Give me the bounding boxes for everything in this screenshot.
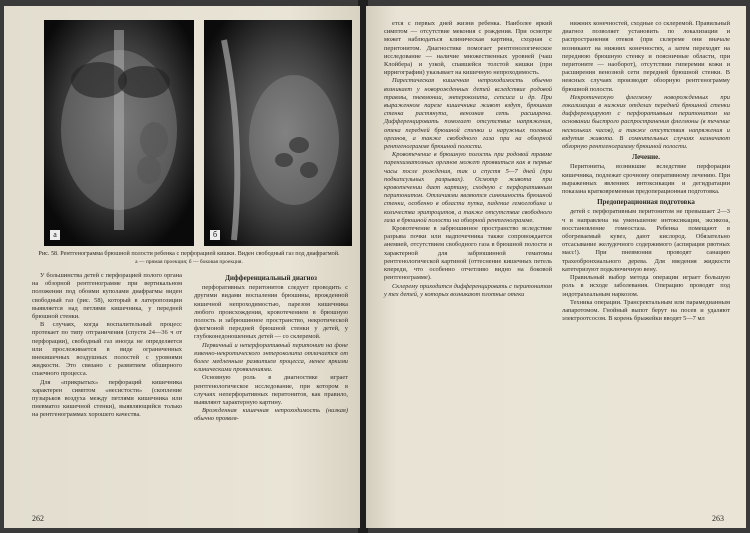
figure-caption-sub: а — прямая проекция; б — боковая проекция. (135, 259, 243, 265)
page-number-left: 262 (32, 514, 44, 523)
figure-label-b: б (210, 230, 220, 240)
paragraph: ется с первых дней жизни ребенка. Наиболее яркий симптом — отсутствие мекония с рождения. При осмотре может наблюдаться клиническая картина, сходная с перитонитом. Диагностике помогает рентгенологическое исследование — наличие множественных уровней (чаш Клойбера) и узкой, спавшейся толстой кишки (при ирригографии) указывает на кишечную непроходимость. (384, 20, 552, 77)
paragraph: Правильный выбор метода операции играет большую роль в исходе заболевания. Операцию проводят под эндотрахеальным наркозом. (562, 274, 730, 298)
paragraph: Кровотечение в брюшную полость при родовой травме паренхиматозных органов может проявиться как в первые часы после рождения, так и спустя 5—7 дней (при подкапсульных разрывах). Осмотр живота при кровотечении дает картину, сходную с перфоративным перитонитом. Отличиями являются синюшность брюшной стенки, особенно в области пупка, падение гемоглобина и количества эритроцитов, а также отсутствие свободного газа в брюшной полости на обзорной рентгенограмме. (384, 151, 552, 224)
paragraph: нижних конечностей, сходные со склеремой. Правильный диагноз позволяет установить по локализации и распространения отеков (при склереме они вначале возникают на нижних конечностях, а затем переходят на переднюю брюшную стенку и поясничные области, при перитоните — наоборот), отсутствии гиперемии кожи и расширения венозной сети передней брюшной стенки. В неясных случаях производят обзорную рентгенограмму брюшной полости. (562, 20, 730, 93)
paragraph: Врожденная кишечная непроходимость (низкая) обычно проявля- (194, 407, 348, 423)
figure-caption-text: Рис. 58. Рентгенограмма брюшной полости ребенка с перфорацией кишки. Виден свободный газ под диафрагмой. (38, 250, 340, 257)
page-number-right: 263 (712, 514, 724, 523)
paragraph: В случаях, когда воспалительный процесс протекает по типу отграничения (спустя 24—36 ч от перфорации), свободный газ иногда не определяется или прослеживается в виде ограниченных внекишечных воздушных полостей с уровнями жидкости. Это связано с развитием обширного спаечного процесса. (32, 321, 182, 378)
section-heading: Предоперационная подготовка (597, 198, 695, 207)
xray-image-b (204, 20, 352, 246)
left-column-2 (194, 272, 348, 424)
paragraph: детей с перфоративным перитонитом не превышает 2—3 ч и направлена на уменьшение интоксикации, эксикоза, восстановление гомеостаза. Ребенка помещают в обогреваемый кувез, дают кислород. Обязательно отсасывание желудочного содержимого (аспирация рвотных масс!). При пневмонии проводят санацию трахеобронхиального дерева. Для введения жидкости катетеризуют подключичную вену. (562, 208, 730, 273)
figure-label-a: a (50, 230, 60, 240)
section-heading: Дифференциальный диагноз (225, 274, 317, 282)
paragraph: Кровотечение в забрюшинное пространство вследствие разрыва почки или надпочечника также сопровождается анемией, отсутствием свободного газа в брюшной полости и характерной для забрюшинной гематомы рентгенологической картиной (оттеснение кишечных петель кпереди, что особенно отчетливо видно на боковой рентгенограмме). (384, 225, 552, 282)
xray-image-a (44, 20, 194, 246)
paragraph: Техника операции. Трансректальным или парамедианным лапаротомом. Гнойный выпот берут на посев и удаляют электроотсосом. В корень брыжейки вводят 5—7 мл (562, 298, 730, 323)
section-heading: Лечение. (631, 153, 661, 162)
paragraph: Парестическая кишечная непроходимость обычно возникает у новорожденных детей вследствие родовой травмы, пневмонии, энтероколита, сепсиса и др. При выраженном парезе кишечника живот вздут, брюшная стенка растянута, венозная сеть расширена. Дифференцировать помогает отсутствие напряжения, отека передней брюшной стенки и наружных половых органов, а также свободного газа при на обзорной рентгенограмме брюшной полости. (384, 77, 552, 151)
left-column-1 (32, 272, 182, 420)
paragraph: Основную роль в диагностике играет рентгенологическое исследование, при котором в случаях неперфоративных перитонитов, как правило, выявляют характерную картину. (194, 374, 348, 407)
right-column-1 (384, 20, 552, 299)
left-page (4, 6, 360, 528)
paragraph: перфоративных перитонитов следует проводить с другими видами воспаления брюшины, врожденной кишечной непроходимостью, парезом кишечника любого происхождения, кровотечением в брюшную полость и забрюшинное пространство, некротической флегмоной передней брюшной стенки у детей, у глубоконедоношенных детей — со склеремой. (194, 284, 348, 341)
right-column-2 (562, 20, 730, 323)
paragraph: У большинства детей с перфорацией полого органа на обзорной рентгенограмме при вертикальном положении под обоими куполами диафрагмы виден свободный газ (рис. 58), который в латеропозиции выявляется над петлями кишечника, у передней брюшной стенки. (32, 272, 182, 321)
paragraph: Склерему приходится дифференцировать с перитонитом у тех детей, у которых возникают плотные отеки (384, 282, 552, 298)
paragraph: Перитониты, возникшие вследствие перфорации кишечника, подлежат срочному оперативному лечению. При выраженных явлениях интоксикации и дегидратации показана кратковременная предоперационная подготовка. (562, 163, 730, 196)
paragraph: Первичный и неперфоративный перитонит на фоне язвенно-некротического энтероколита отличается от более медленным развитием процесса, менее яркими клиническими проявлениями. (194, 341, 348, 374)
paragraph: Для «прикрытых» перфораций кишечника характерен симптом «несистости» (скопление пузырьков воздуха между петлями кишечника или пневматоз кишечной стенки), выявляющийся только на рентгенограммах хорошего качества. (32, 378, 182, 419)
figure-caption (30, 250, 348, 266)
right-page (366, 6, 746, 528)
paragraph: Некротическую флегмону новорожденных при локализации в нижних отделах передней брюшной стенки дифференцируют с перфоративным перитонитом на основании быстрого распространения флегмоны (в течение нескольких часов), а также отсутствия напряжения и вздутия живота. В сомнительных случаях назначают обзорную рентгенограмму брюшной полости. (562, 93, 730, 151)
